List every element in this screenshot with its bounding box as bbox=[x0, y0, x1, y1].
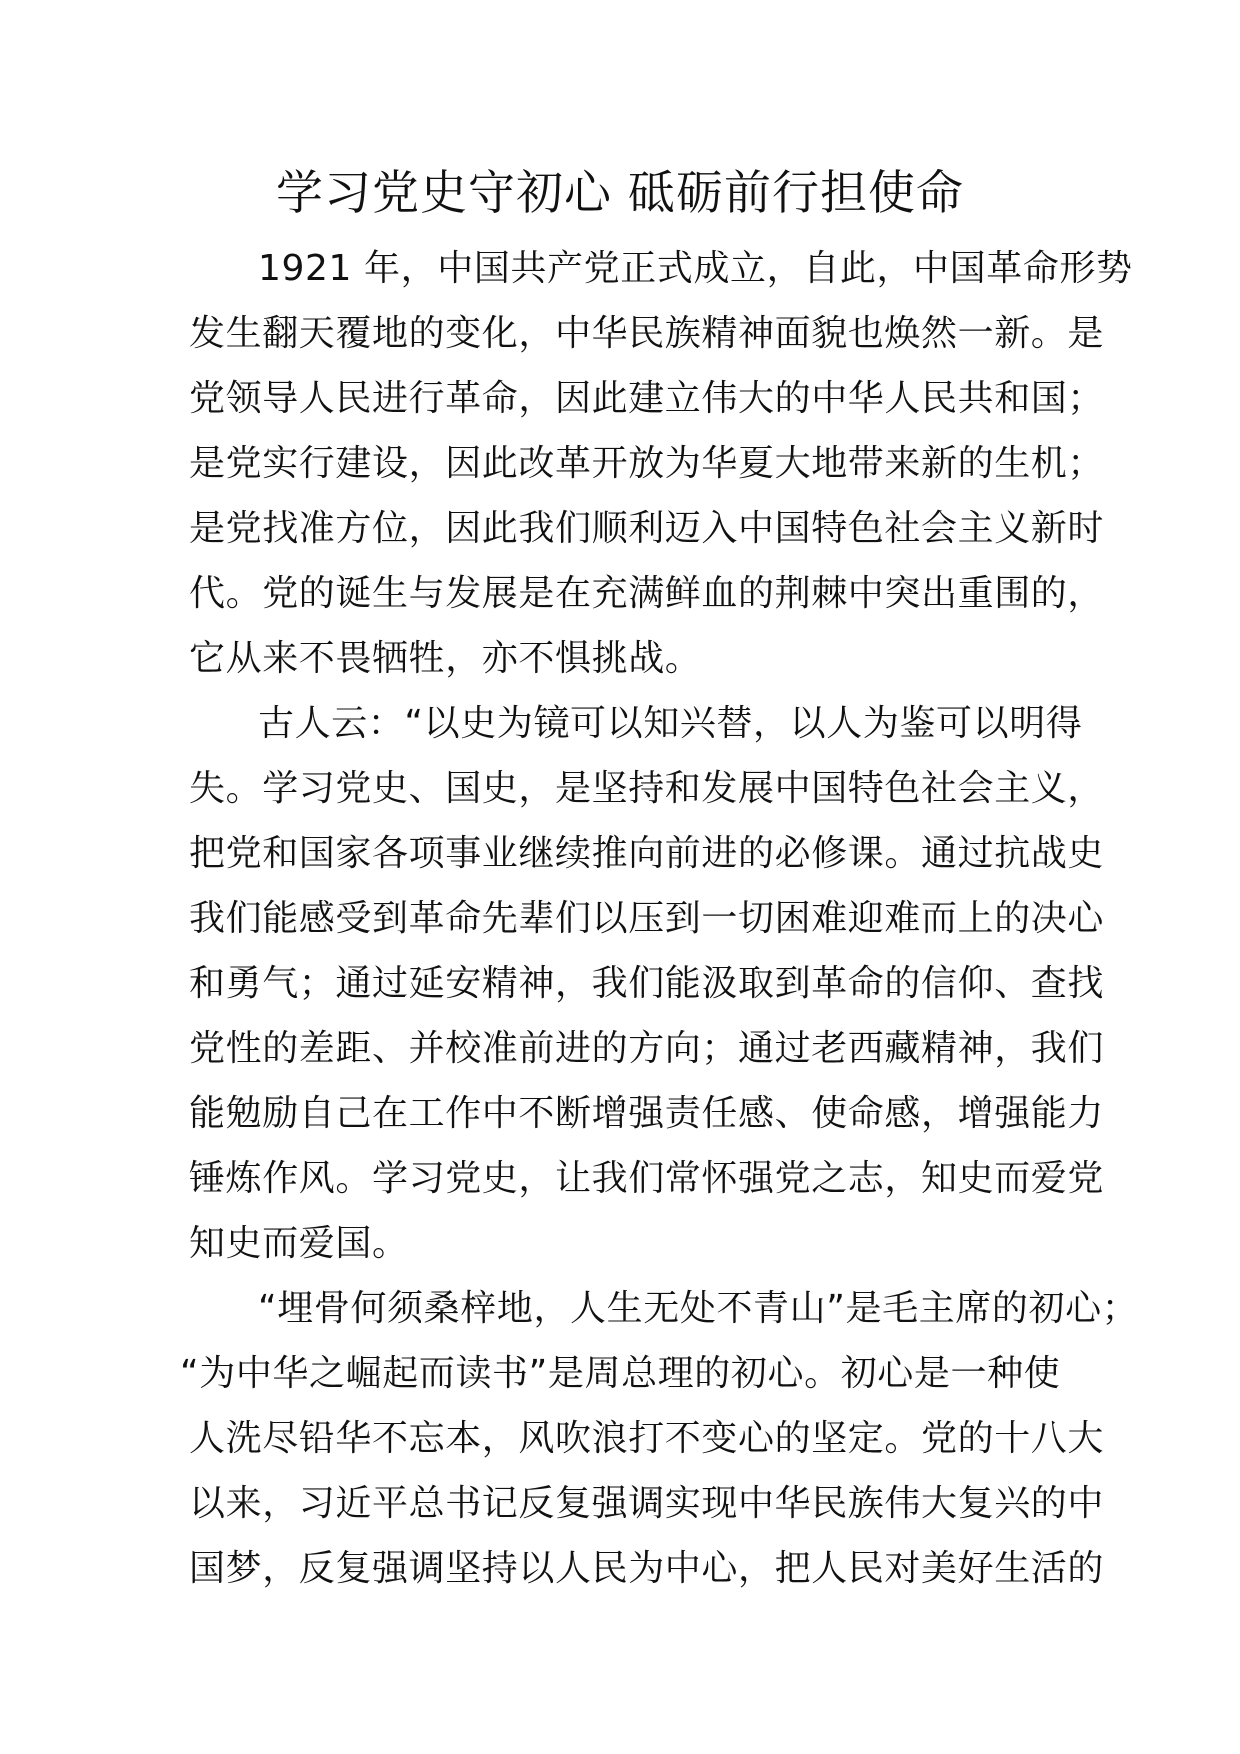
paragraph-1-line-2: 发生翻天覆地的变化，中华民族精神面貌也焕然一新。是 bbox=[189, 313, 1105, 354]
paragraph-2-line-7: 能勉励自己在工作中不断增强责任感、使命感，增强能力 bbox=[189, 1093, 1105, 1134]
paragraph-3-line-1: “埋骨何须桑梓地，人生无处不青山”是毛主席的初心； bbox=[258, 1288, 1139, 1329]
paragraph-2-line-5: 和勇气；通过延安精神，我们能汲取到革命的信仰、查找 bbox=[189, 963, 1105, 1004]
paragraph-2-line-3: 把党和国家各项事业继续推向前进的必修课。通过抗战史 bbox=[189, 833, 1105, 874]
paragraph-2-line-6: 党性的差距、并校准前进的方向；通过老西藏精神，我们 bbox=[189, 1028, 1105, 1069]
paragraph-1-line-6: 代。党的诞生与发展是在充满鲜血的荆棘中突出重围的， bbox=[189, 573, 1105, 614]
paragraph-2-line-1: 古人云：“以史为镜可以知兴替，以人为鉴可以明得 bbox=[258, 703, 1083, 744]
paragraph-3-line-2: “为中华之崛起而读书”是周总理的初心。初心是一种使 bbox=[180, 1353, 1061, 1394]
paragraph-2-line-8: 锤炼作风。学习党史，让我们常怀强党之志，知史而爱党 bbox=[189, 1158, 1105, 1199]
document-title: 学习党史守初心 砥砺前行担使命 bbox=[276, 166, 964, 221]
paragraph-2-line-4: 我们能感受到革命先辈们以压到一切困难迎难而上的决心 bbox=[189, 898, 1105, 939]
paragraph-1-line-3: 党领导人民进行革命，因此建立伟大的中华人民共和国； bbox=[189, 378, 1105, 419]
paragraph-2-line-9: 知史而爱国。 bbox=[189, 1223, 409, 1264]
paragraph-1-line-1: 1921 年，中国共产党正式成立，自此，中国革命形势 bbox=[258, 248, 1133, 289]
paragraph-3-line-4: 以来，习近平总书记反复强调实现中华民族伟大复兴的中 bbox=[189, 1483, 1105, 1524]
paragraph-1-line-7: 它从来不畏牺牲，亦不惧挑战。 bbox=[189, 638, 702, 679]
paragraph-3-line-3: 人洗尽铅华不忘本，风吹浪打不变心的坚定。党的十八大 bbox=[189, 1418, 1105, 1459]
paragraph-3-line-5: 国梦，反复强调坚持以人民为中心，把人民对美好生活的 bbox=[189, 1548, 1105, 1589]
paragraph-2-line-2: 失。学习党史、国史，是坚持和发展中国特色社会主义， bbox=[189, 768, 1105, 809]
paragraph-1-line-5: 是党找准方位，因此我们顺利迈入中国特色社会主义新时 bbox=[189, 508, 1105, 549]
paragraph-1-line-4: 是党实行建设，因此改革开放为华夏大地带来新的生机； bbox=[189, 443, 1105, 484]
